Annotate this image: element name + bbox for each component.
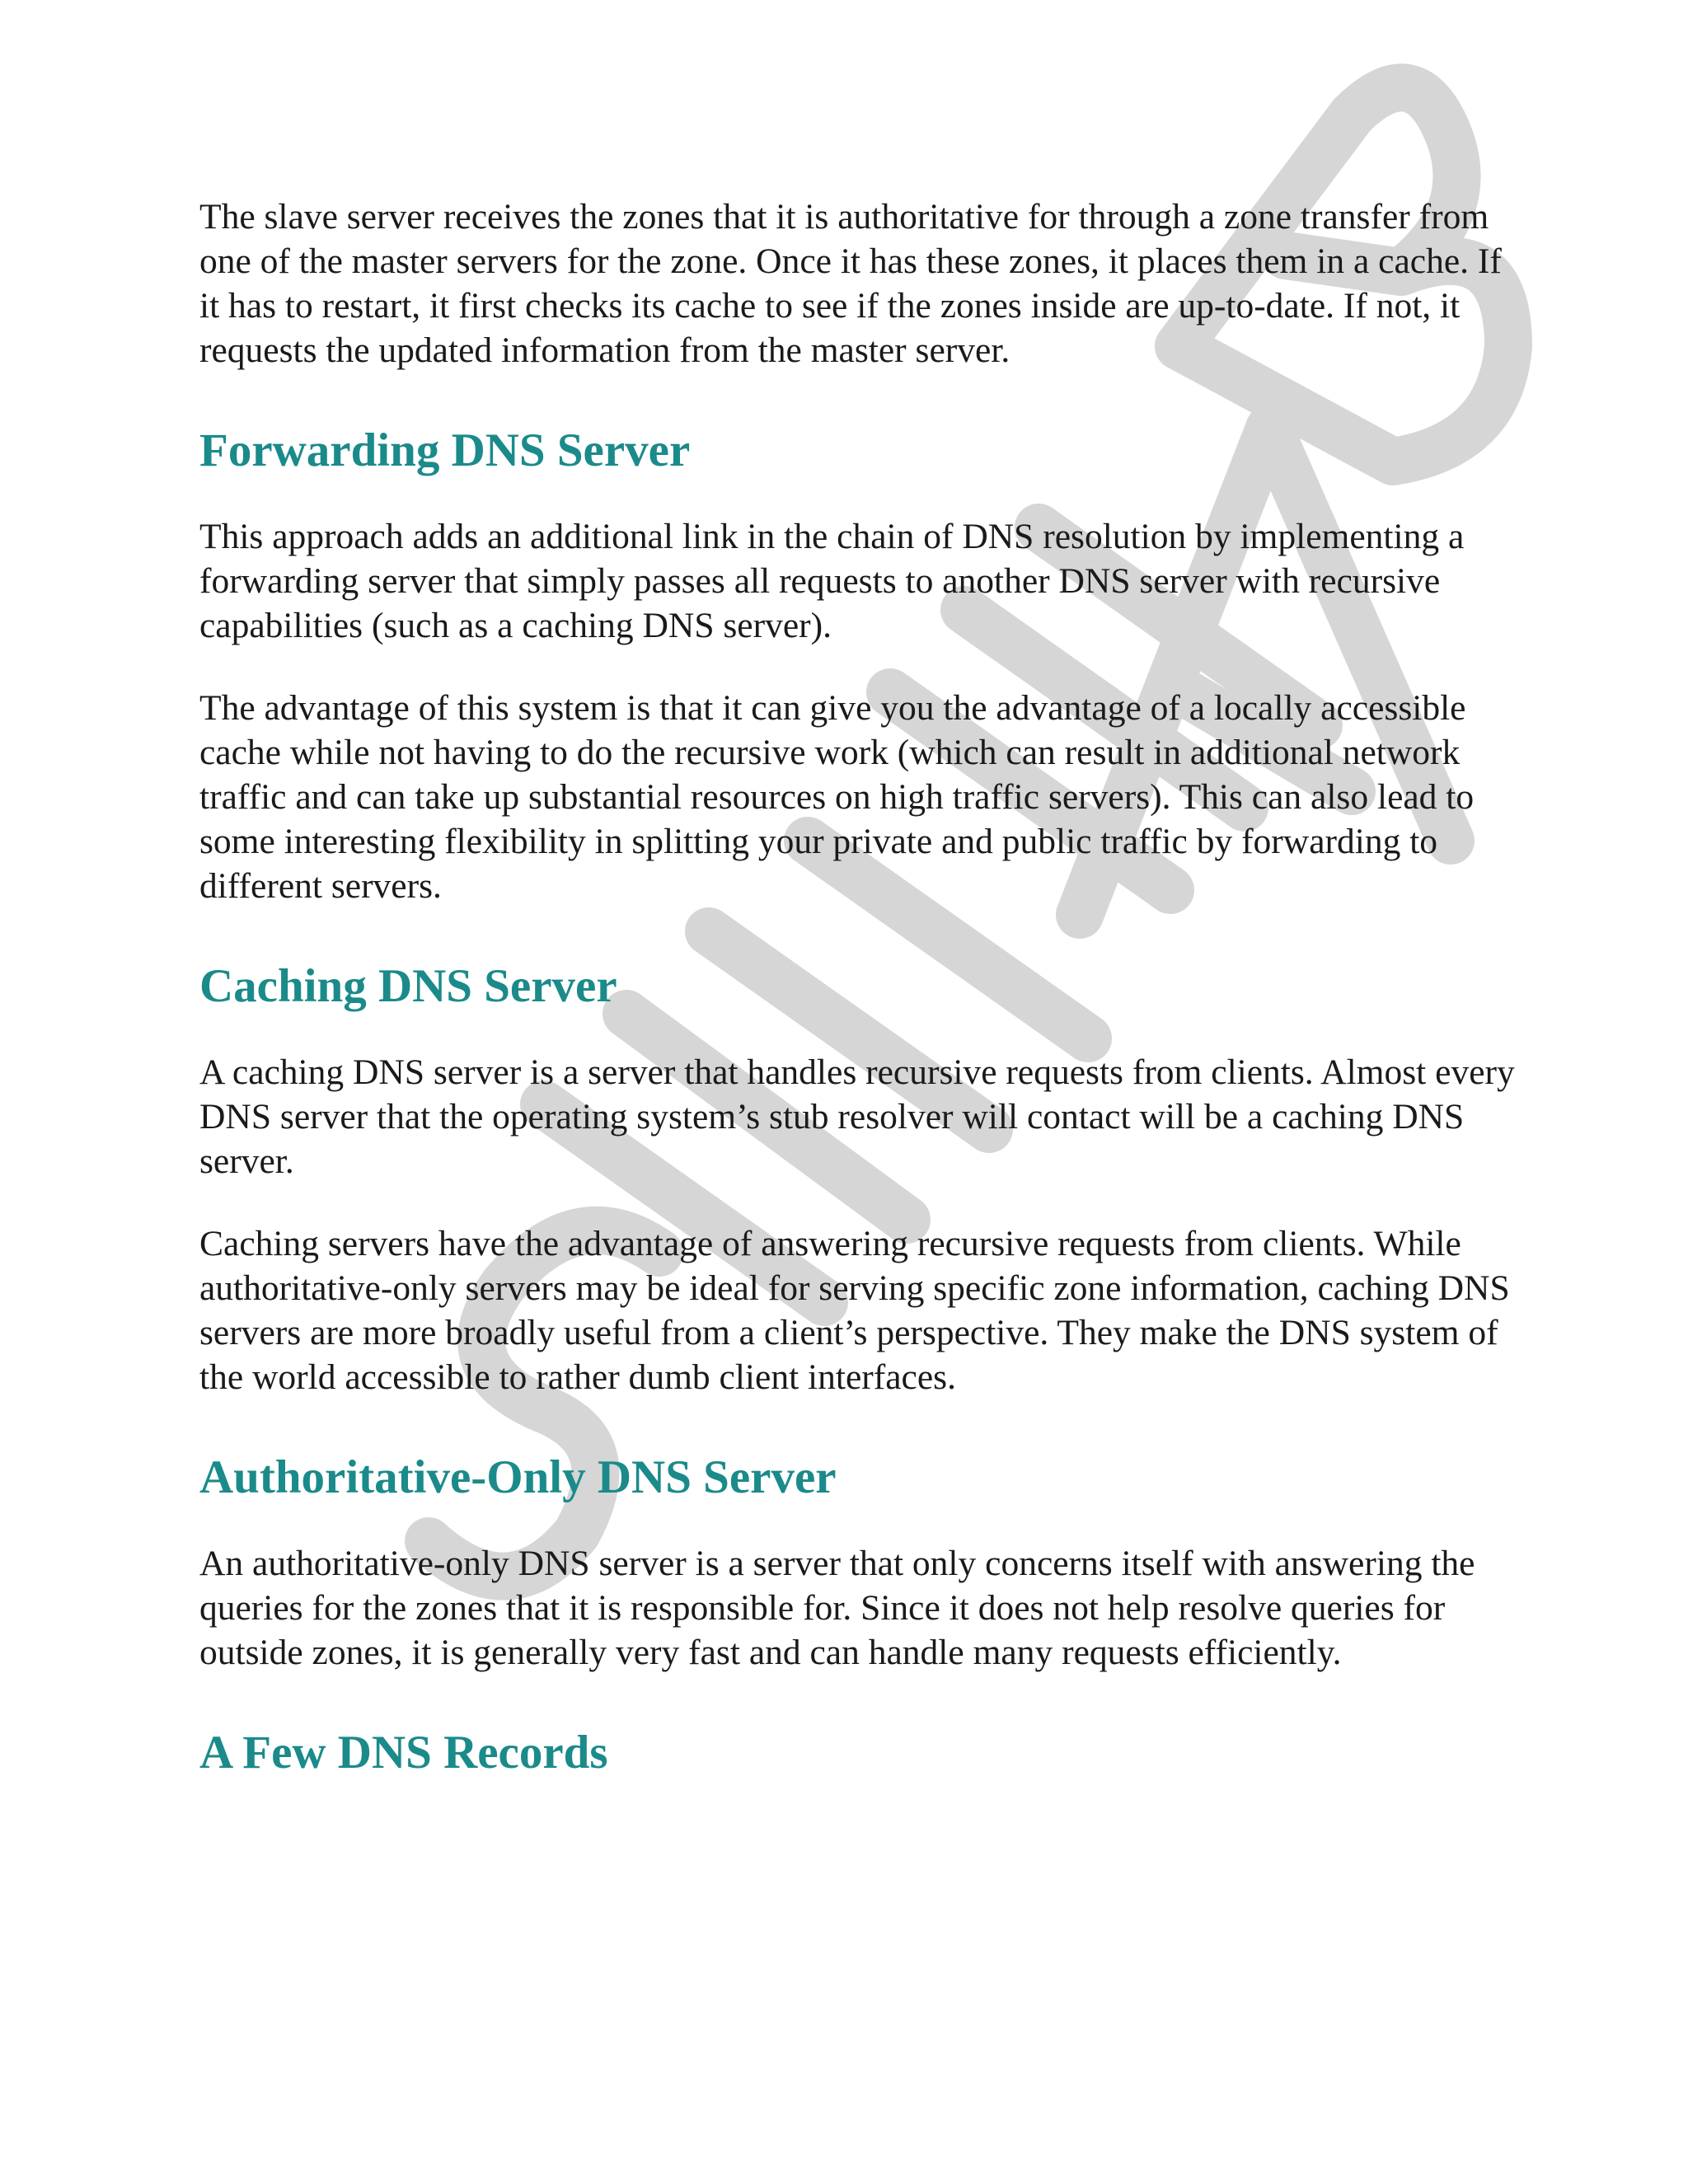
paragraph-caching-definition: A caching DNS server is a server that handles recursive requests from clients. Almost every DNS server that the operating system’s stub resolver will contact will be a caching DNS server.	[199, 1052, 1515, 1181]
paragraph-authoritative-only: An authoritative-only DNS server is a server that only concerns itself with answering the queries for the zones that it is responsible for. Since it does not help resolve queries for outside zones, it is generally very fast and can handle many requests efficiently.	[199, 1544, 1475, 1672]
paragraph-caching-advantage: Caching servers have the advantage of answering recursive requests from clients. While authoritative-only servers may be ideal for serving specific zone information, caching DNS servers are more broadly useful from a client’s perspective. They make the DNS system of the world accessible to rather dumb client interfaces.	[199, 1224, 1510, 1397]
heading-authoritative-only-dns-server: Authoritative-Only DNS Server	[199, 1451, 837, 1503]
paragraph-forwarding-advantage: The advantage of this system is that it can give you the advantage of a locally accessible cache while not having to do the recursive work (which can result in additional network traffic and can take up substantial resources on high traffic servers). This can also lead to some interesting flexibility in splitting your private and public traffic by forwarding to different servers.	[199, 688, 1475, 906]
heading-forwarding-dns-server: Forwarding DNS Server	[199, 424, 691, 476]
heading-caching-dns-server: Caching DNS Server	[199, 960, 617, 1012]
document-page	[199, 194, 1518, 1782]
paragraph-zone-transfer: The slave server receives the zones that it is authoritative for through a zone transfer from one of the master servers for the zone. Once it has these zones, it places them in a cache. If it has to restart, it first checks its cache to see if the zones inside are up-to-date. If not, it requests the updated information from the master server.	[199, 197, 1502, 370]
heading-a-few-dns-records: A Few DNS Records	[199, 1727, 608, 1779]
paragraph-forwarding-approach: This approach adds an additional link in the chain of DNS resolution by implementing a forwarding server that simply passes all requests to another DNS server with recursive capabilities (such as a caching DNS server).	[199, 517, 1465, 645]
